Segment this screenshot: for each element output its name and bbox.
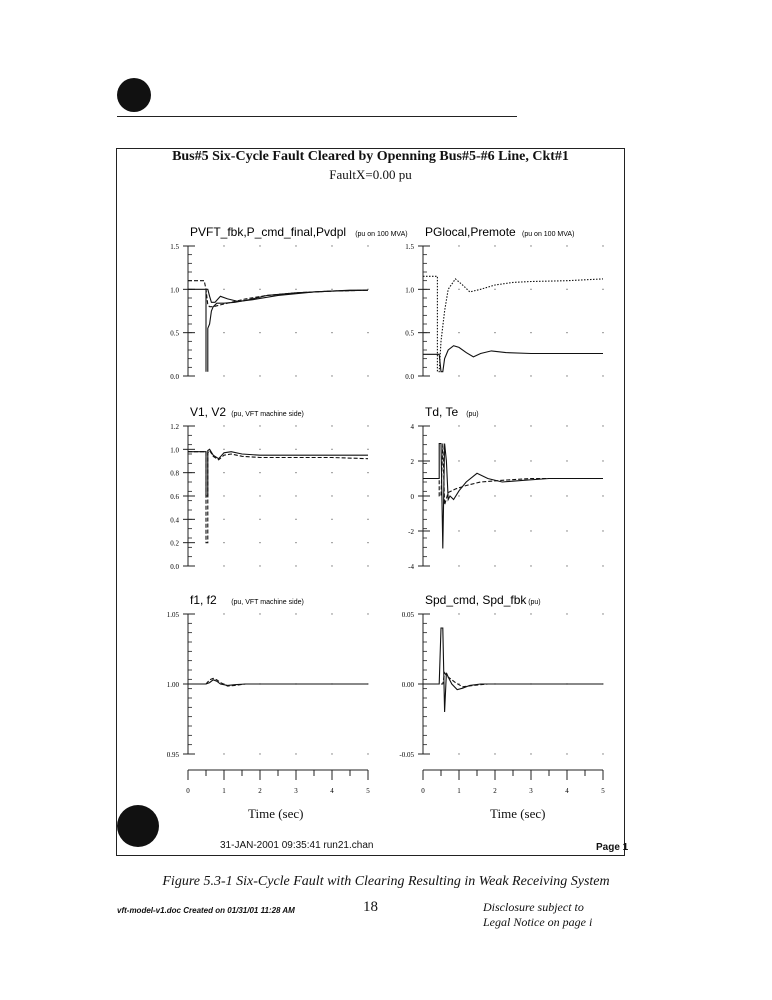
grid-dot <box>494 565 495 566</box>
chart-panel-3 <box>170 400 375 571</box>
chart-title: PGlocal,Premote <box>425 225 516 239</box>
grid-dot <box>566 245 567 246</box>
grid-dot <box>602 375 603 376</box>
grid-dot <box>295 613 296 614</box>
grid-dot <box>566 425 567 426</box>
grid-dot <box>331 613 332 614</box>
grid-dot <box>223 332 224 333</box>
grid-dot <box>223 289 224 290</box>
y-tick-label: -4 <box>408 563 414 571</box>
grid-dot <box>295 542 296 543</box>
x-tick-label: 4 <box>565 787 569 795</box>
chart-title-note: (pu on 100 MVA) <box>355 231 408 238</box>
grid-dot <box>530 565 531 566</box>
y-tick-label: 0.5 <box>405 329 414 338</box>
grid-dot <box>259 375 260 376</box>
grid-dot <box>259 613 260 614</box>
x-tick-label: 0 <box>186 787 190 795</box>
grid-dot <box>602 753 603 754</box>
y-tick-label: 1.05 <box>166 611 179 619</box>
grid-dot <box>566 375 567 376</box>
figure-title: Bus#5 Six-Cycle Fault Cleared by Openning Bus#5-#6 Line, Ckt#1 <box>172 149 569 164</box>
grid-dot <box>458 289 459 290</box>
x-tick-label: 2 <box>493 787 497 795</box>
header-rule <box>117 116 517 117</box>
grid-dot <box>494 460 495 461</box>
grid-dot <box>458 565 459 566</box>
grid-dot <box>367 495 368 496</box>
series-line-1 <box>423 444 603 549</box>
grid-dot <box>602 289 603 290</box>
grid-dot <box>530 245 531 246</box>
y-tick-label: -0.05 <box>399 751 414 759</box>
chart-title-note: (pu) <box>528 599 541 606</box>
grid-dot <box>295 753 296 754</box>
grid-dot <box>530 460 531 461</box>
y-tick-label: 0.0 <box>405 373 414 381</box>
chart-title-note: (pu, VFT machine side) <box>231 599 304 606</box>
grid-dot <box>295 519 296 520</box>
chart-title-note: (pu) <box>466 411 479 418</box>
y-tick-label: 1.5 <box>170 243 179 251</box>
grid-dot <box>223 519 224 520</box>
y-tick-label: 0.05 <box>401 611 414 619</box>
grid-dot <box>458 530 459 531</box>
x-tick-label: 5 <box>366 787 370 795</box>
grid-dot <box>259 425 260 426</box>
grid-dot <box>223 565 224 566</box>
grid-dot <box>223 753 224 754</box>
grid-dot <box>566 530 567 531</box>
grid-dot <box>566 753 567 754</box>
grid-dot <box>530 289 531 290</box>
grid-dot <box>602 565 603 566</box>
x-axis-label-left: Time (sec) <box>248 806 304 821</box>
grid-dot <box>494 495 495 496</box>
grid-dot <box>295 472 296 473</box>
grid-dot <box>295 565 296 566</box>
grid-dot <box>566 565 567 566</box>
grid-dot <box>367 332 368 333</box>
grid-dot <box>295 495 296 496</box>
grid-dot <box>530 332 531 333</box>
x-tick-label: 1 <box>222 787 226 795</box>
grid-dot <box>494 375 495 376</box>
ge-logo-bottom-icon <box>117 805 159 847</box>
grid-dot <box>458 753 459 754</box>
grid-dot <box>566 495 567 496</box>
chart-title-note: (pu on 100 MVA) <box>522 231 575 238</box>
y-tick-label: 0.4 <box>170 516 179 525</box>
grid-dot <box>566 613 567 614</box>
chart-title: PVFT_fbk,P_cmd_final,Pvdpl <box>190 225 347 239</box>
grid-dot <box>602 245 603 246</box>
figure-caption: Figure 5.3-1 Six-Cycle Fault with Clearing Resulting in Weak Receiving System <box>162 874 610 889</box>
grid-dot <box>367 613 368 614</box>
grid-dot <box>530 495 531 496</box>
grid-dot <box>331 289 332 290</box>
grid-dot <box>331 542 332 543</box>
chart-title: V1, V2 <box>190 405 227 419</box>
y-tick-label: 1.5 <box>405 243 414 251</box>
grid-dot <box>331 565 332 566</box>
chart-panel-6 <box>399 588 615 759</box>
y-tick-label: 1.0 <box>170 286 179 295</box>
grid-dot <box>458 495 459 496</box>
chart-title: Td, Te <box>425 405 459 419</box>
y-tick-label: 0.95 <box>166 751 179 759</box>
grid-dot <box>367 519 368 520</box>
grid-dot <box>602 460 603 461</box>
grid-dot <box>458 332 459 333</box>
grid-dot <box>367 375 368 376</box>
series-line-2 <box>423 346 603 372</box>
grid-dot <box>223 449 224 450</box>
grid-dot <box>295 332 296 333</box>
grid-dot <box>367 245 368 246</box>
x-tick-label: 5 <box>601 787 605 795</box>
grid-dot <box>602 530 603 531</box>
grid-dot <box>331 495 332 496</box>
x-tick-label: 0 <box>421 787 425 795</box>
y-tick-label: 0.6 <box>170 493 179 501</box>
grid-dot <box>223 472 224 473</box>
series-line-1 <box>188 680 368 686</box>
grid-dot <box>295 289 296 290</box>
y-tick-label: 0 <box>410 493 414 501</box>
grid-dot <box>367 449 368 450</box>
figure-timestamp: 31-JAN-2001 09:35:41 run21.chan <box>220 840 374 851</box>
grid-dot <box>223 425 224 426</box>
grid-dot <box>458 613 459 614</box>
chart-panel-4 <box>408 400 615 571</box>
y-tick-label: 1.00 <box>166 681 179 689</box>
chart-panel-2 <box>405 220 615 381</box>
grid-dot <box>295 425 296 426</box>
grid-dot <box>458 375 459 376</box>
grid-dot <box>331 425 332 426</box>
x-axis-right <box>415 764 615 798</box>
grid-dot <box>367 565 368 566</box>
chart-panel-1 <box>170 220 408 381</box>
y-tick-label: 1.0 <box>405 286 414 295</box>
grid-dot <box>259 495 260 496</box>
y-tick-label: 1.0 <box>170 446 179 455</box>
grid-dot <box>494 245 495 246</box>
grid-dot <box>259 289 260 290</box>
grid-dot <box>494 332 495 333</box>
x-tick-label: 1 <box>457 787 461 795</box>
grid-dot <box>602 425 603 426</box>
grid-dot <box>223 375 224 376</box>
grid-dot <box>331 375 332 376</box>
series-line-2 <box>188 678 368 686</box>
grid-dot <box>566 460 567 461</box>
grid-dot <box>331 332 332 333</box>
figure-subtitle: FaultX=0.00 pu <box>329 167 412 182</box>
doc-info: vft-model-v1.doc Created on 01/31/01 11:28 AM <box>117 906 295 915</box>
grid-dot <box>458 245 459 246</box>
grid-dot <box>259 332 260 333</box>
y-tick-label: 4 <box>410 423 414 431</box>
disclosure-line-2: Legal Notice on page i <box>483 915 593 929</box>
y-tick-label: 0.2 <box>170 539 179 548</box>
chart-title-note: (pu, VFT machine side) <box>231 411 304 418</box>
grid-dot <box>223 542 224 543</box>
y-tick-label: 1.2 <box>170 423 179 431</box>
grid-dot <box>458 425 459 426</box>
series-line-1 <box>188 449 368 496</box>
y-tick-label: 2 <box>410 458 414 466</box>
disclosure-note <box>483 900 592 930</box>
grid-dot <box>530 425 531 426</box>
grid-dot <box>530 753 531 754</box>
grid-dot <box>331 753 332 754</box>
y-tick-label: 0.5 <box>170 329 179 338</box>
grid-dot <box>331 519 332 520</box>
y-tick-label: 0.0 <box>170 373 179 381</box>
chart-title: Spd_cmd, Spd_fbk <box>425 593 527 607</box>
series-line-2 <box>188 451 368 543</box>
grid-dot <box>295 449 296 450</box>
grid-dot <box>259 542 260 543</box>
grid-dot <box>367 472 368 473</box>
grid-dot <box>259 753 260 754</box>
grid-dot <box>331 245 332 246</box>
y-tick-label: -2 <box>408 528 414 536</box>
figure-page-label: Page 1 <box>596 842 629 853</box>
y-tick-label: 0.00 <box>401 681 414 689</box>
series-line-2 <box>208 290 368 372</box>
y-tick-label: 0.8 <box>170 469 179 478</box>
grid-dot <box>295 245 296 246</box>
grid-dot <box>602 495 603 496</box>
grid-dot <box>530 613 531 614</box>
grid-dot <box>259 472 260 473</box>
grid-dot <box>566 289 567 290</box>
grid-dot <box>494 530 495 531</box>
x-axis-label-right: Time (sec) <box>490 806 546 821</box>
page-number: 18 <box>363 899 378 915</box>
grid-dot <box>295 375 296 376</box>
grid-dot <box>566 332 567 333</box>
ge-logo-icon <box>117 78 151 112</box>
x-axis-left <box>180 764 375 798</box>
chart-panel-5 <box>166 588 375 759</box>
series-line-1 <box>188 289 368 371</box>
grid-dot <box>530 530 531 531</box>
grid-dot <box>223 613 224 614</box>
grid-dot <box>602 613 603 614</box>
series-line-1 <box>423 628 603 712</box>
grid-dot <box>530 375 531 376</box>
grid-dot <box>331 472 332 473</box>
grid-dot <box>223 495 224 496</box>
grid-dot <box>259 449 260 450</box>
grid-dot <box>367 753 368 754</box>
grid-dot <box>367 542 368 543</box>
grid-dot <box>494 753 495 754</box>
chart-title: f1, f2 <box>190 593 217 607</box>
x-tick-label: 3 <box>529 787 533 795</box>
grid-dot <box>494 425 495 426</box>
x-tick-label: 4 <box>330 787 334 795</box>
grid-dot <box>331 449 332 450</box>
series-line-1 <box>423 276 603 371</box>
x-tick-label: 3 <box>294 787 298 795</box>
grid-dot <box>223 245 224 246</box>
grid-dot <box>602 332 603 333</box>
x-tick-label: 2 <box>258 787 262 795</box>
grid-dot <box>494 289 495 290</box>
grid-dot <box>259 565 260 566</box>
grid-dot <box>458 460 459 461</box>
grid-dot <box>259 519 260 520</box>
grid-dot <box>494 613 495 614</box>
y-tick-label: 0.0 <box>170 563 179 571</box>
grid-dot <box>259 245 260 246</box>
disclosure-line-1: Disclosure subject to <box>483 900 584 914</box>
grid-dot <box>367 425 368 426</box>
